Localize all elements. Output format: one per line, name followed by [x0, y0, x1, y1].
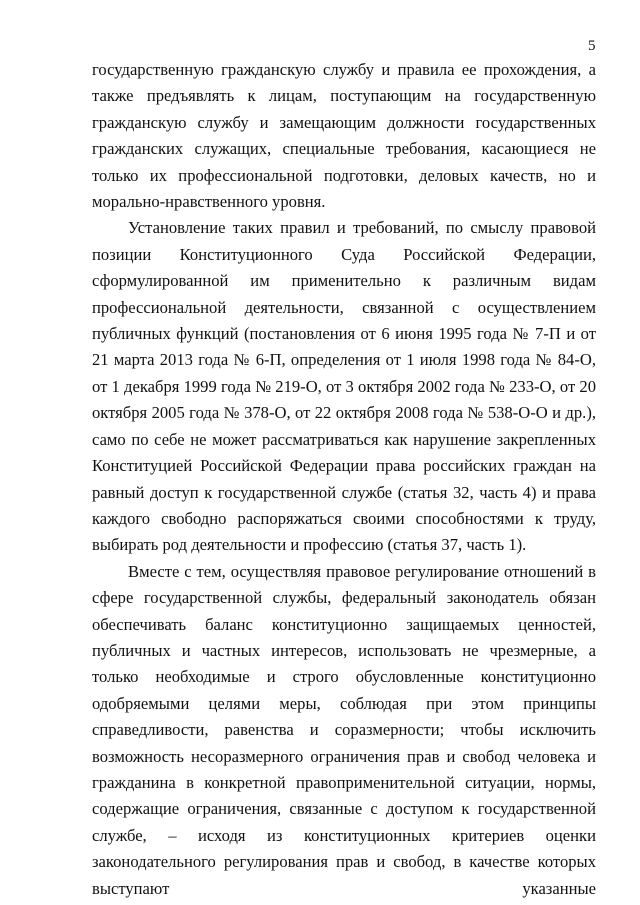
paragraph-2: Установление таких правил и требований, по смыслу правовой позиции Конституционного Суда Российской Федерации, сформулированной им применительно к различным видам профессиональной деятельности, связанной с осуществлением публичных функций (постановления от 6 июня 1995 года № 7-П и от 21 марта 2013 года № 6-П, определения от 1 июля 1998 года № 84-О, от 1 декабря 1999 года № 219-О, от 3 октября 2002 года № 233-О, от 20 октября 2005 года № 378-О, от 22 октября 2008 года № 538-О-О и др.), само по себе не может рассматриваться как нарушение закрепленных Конституцией Российской Федерации права российских граждан на равный доступ к государственной службе (статья 32, часть 4) и права каждого свободно распоряжаться своими способностями к труду, выбирать род деятельности и профессию (статья 37, часть 1). [92, 218, 596, 555]
document-body [92, 57, 596, 902]
paragraph-3: Вместе с тем, осуществляя правовое регулирование отношений в сфере государственной службы, федеральный законодатель обязан обеспечивать баланс конституционно защищаемых ценностей, публичных и частных интересов, использовать не чрезмерные, а только необходимые и строго обусловленные конституционно одобряемыми целями меры, соблюдая при этом принципы справедливости, равенства и соразмерности; чтобы исключить возможность несоразмерного ограничения прав и свобод человека и гражданина в конкретной правоприменительной ситуации, нормы, содержащие ограничения, связанные с доступом к государственной службе, – исходя из конституционных критериев оценки законодательного регулирования прав и свобод, в качестве которых выступают указанные [92, 561, 596, 898]
paragraph-1: государственную гражданскую службу и правила ее прохождения, а также предъявлять к лицам, поступающим на государственную гражданскую службу и замещающим должности государственных гражданских служащих, специальные требования, касающиеся не только их профессиональной подготовки, деловых качеств, но и морально-нравственного уровня. [92, 60, 596, 212]
page-number: 5 [588, 38, 596, 54]
